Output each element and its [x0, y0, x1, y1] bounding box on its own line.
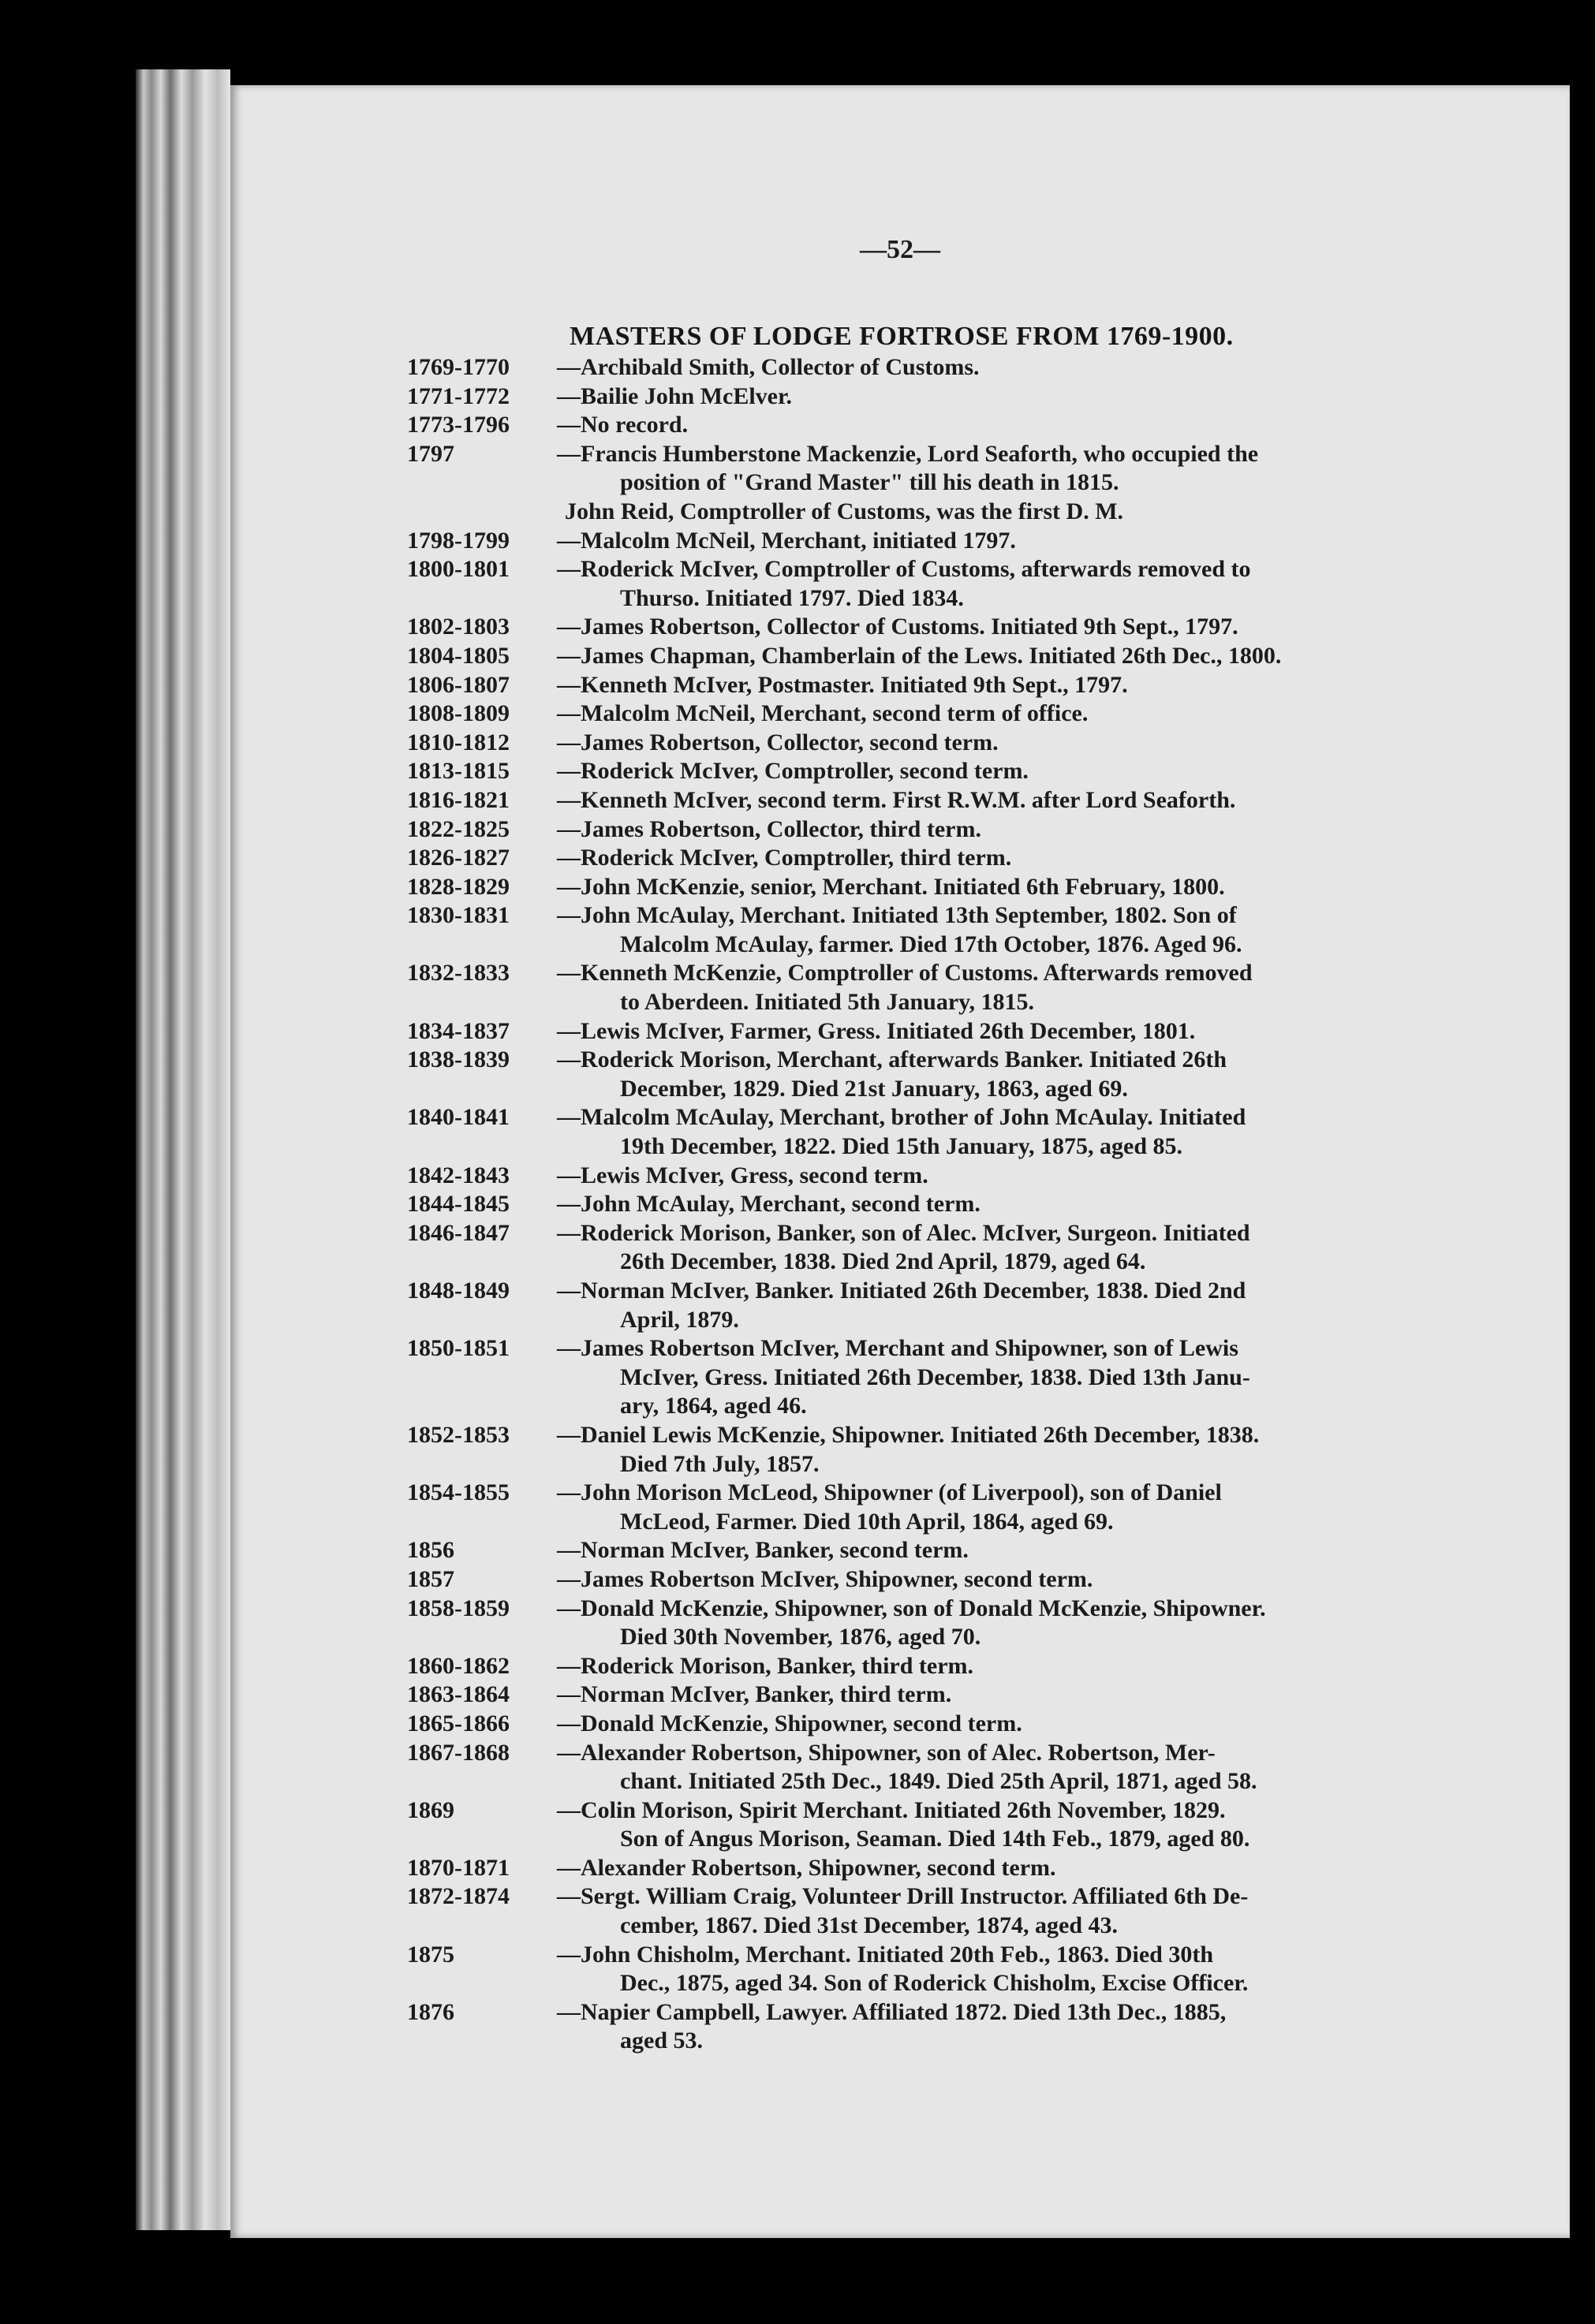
- page-title: MASTERS OF LODGE FORTROSE FROM 1769-1900.: [570, 322, 1234, 351]
- list-item: [407, 440, 1511, 527]
- entry-text: April, 1879.: [620, 1306, 739, 1333]
- entry-text: —Roderick McIver, Comptroller of Customs, afterwards removed to: [557, 556, 1251, 583]
- entry-years: 1813-1815: [407, 758, 510, 785]
- list-item: [407, 1595, 1511, 1652]
- entry-years: 1816-1821: [407, 786, 510, 813]
- entry-continuation-line: [407, 1248, 1511, 1277]
- entry-text: ary, 1864, aged 46.: [620, 1393, 807, 1419]
- entry-first-line: [407, 699, 1511, 729]
- list-item: [407, 411, 1511, 440]
- entry-years: 1858-1859: [407, 1595, 510, 1621]
- entry-first-line: [407, 671, 1511, 700]
- entry-years: 1830-1831: [407, 902, 510, 929]
- list-item: [407, 844, 1511, 873]
- list-item: [407, 1941, 1511, 1998]
- entry-text: —Roderick Morison, Banker, son of Alec. McIver, Surgeon. Initiated: [557, 1219, 1250, 1246]
- entry-text: Died 7th July, 1857.: [620, 1450, 820, 1477]
- list-item: [407, 613, 1511, 642]
- list-item: [407, 671, 1511, 700]
- entry-years: 1872-1874: [407, 1883, 510, 1910]
- list-item: [407, 555, 1511, 613]
- entry-text: December, 1829. Died 21st January, 1863, aged 69.: [620, 1075, 1128, 1102]
- entry-text: —John McAulay, Merchant. Initiated 13th September, 1802. Son of: [557, 902, 1237, 929]
- entry-text: Dec., 1875, aged 34. Son of Roderick Chisholm, Excise Officer.: [620, 1970, 1249, 1997]
- entry-years: 1869: [407, 1796, 454, 1823]
- entry-text: —Kenneth McKenzie, Comptroller of Customs. Afterwards removed: [557, 960, 1253, 987]
- entry-text: Died 30th November, 1876, aged 70.: [620, 1624, 981, 1651]
- list-item: [407, 1998, 1511, 2056]
- entry-first-line: [407, 1652, 1511, 1681]
- entry-continuation-line: [407, 1363, 1511, 1393]
- entry-years: 1842-1843: [407, 1162, 510, 1188]
- entry-text: aged 53.: [620, 2027, 703, 2054]
- entry-continuation-line: [407, 1306, 1511, 1335]
- list-item: [407, 1334, 1511, 1421]
- entry-first-line: [407, 1536, 1511, 1565]
- entry-first-line: [407, 527, 1511, 556]
- entry-years: 1860-1862: [407, 1652, 510, 1679]
- entry-first-line: [407, 1046, 1511, 1075]
- page-number: —52—: [860, 235, 940, 264]
- entry-years: 1808-1809: [407, 700, 510, 727]
- entry-text: —Colin Morison, Spirit Merchant. Initiated 26th November, 1829.: [557, 1796, 1226, 1823]
- entry-text: —Francis Humberstone Mackenzie, Lord Seaforth, who occupied the: [557, 440, 1259, 467]
- entry-years: 1848-1849: [407, 1278, 510, 1304]
- list-item: [407, 353, 1511, 382]
- entry-text: —James Robertson, Collector, third term.: [557, 815, 981, 842]
- entry-continuation-line: [407, 1912, 1511, 1941]
- entry-years: 1854-1855: [407, 1479, 510, 1506]
- entry-years: 1867-1868: [407, 1739, 510, 1766]
- entry-years: 1856: [407, 1537, 454, 1564]
- entry-years: 1876: [407, 1998, 454, 2025]
- entry-years: 1798-1799: [407, 527, 510, 554]
- entry-continuation-line: [407, 1767, 1511, 1796]
- entry-text: —Malcolm McNeil, Merchant, initiated 1797.: [557, 527, 1016, 554]
- entry-text: —Malcolm McNeil, Merchant, second term of office.: [557, 700, 1089, 727]
- entry-years: 1800-1801: [407, 556, 510, 583]
- entry-first-line: [407, 729, 1511, 758]
- entry-first-line: [407, 1796, 1511, 1826]
- entry-first-line: [407, 1277, 1511, 1306]
- entry-continuation-line: [407, 498, 1511, 527]
- entry-text: —James Robertson McIver, Shipowner, second term.: [557, 1565, 1093, 1592]
- entry-years: 1826-1827: [407, 845, 510, 871]
- entry-continuation-line: [407, 931, 1511, 960]
- list-item: [407, 1681, 1511, 1710]
- entry-years: 1840-1841: [407, 1104, 510, 1131]
- entry-first-line: [407, 901, 1511, 931]
- list-item: [407, 1739, 1511, 1796]
- entry-text: —James Robertson, Collector of Customs. Initiated 9th Sept., 1797.: [557, 614, 1238, 640]
- list-item: [407, 959, 1511, 1017]
- entry-years: 1832-1833: [407, 960, 510, 987]
- entry-years: 1857: [407, 1565, 454, 1592]
- list-item: [407, 1796, 1511, 1854]
- entry-text: 19th December, 1822. Died 15th January, 1875, aged 85.: [620, 1133, 1183, 1160]
- entry-first-line: [407, 786, 1511, 815]
- masters-list: [407, 353, 1511, 2056]
- entry-text: chant. Initiated 25th Dec., 1849. Died 25th April, 1871, aged 58.: [620, 1768, 1257, 1795]
- entry-text: —John McKenzie, senior, Merchant. Initiated 6th February, 1800.: [557, 873, 1225, 900]
- entry-first-line: [407, 440, 1511, 469]
- entry-text: —Archibald Smith, Collector of Customs.: [557, 354, 980, 380]
- list-item: [407, 786, 1511, 815]
- entry-first-line: [407, 1565, 1511, 1595]
- entry-first-line: [407, 1739, 1511, 1768]
- entry-years: 1844-1845: [407, 1191, 510, 1218]
- entry-first-line: [407, 642, 1511, 671]
- entry-text: position of "Grand Master" till his death in 1815.: [620, 469, 1119, 496]
- entry-text: Thurso. Initiated 1797. Died 1834.: [620, 584, 964, 611]
- entry-first-line: [407, 1882, 1511, 1912]
- entry-text: Malcolm McAulay, farmer. Died 17th October, 1876. Aged 96.: [620, 931, 1242, 957]
- entry-text: McIver, Gress. Initiated 26th December, 1838. Died 13th Janu-: [620, 1363, 1250, 1390]
- entry-text: —Norman McIver, Banker, third term.: [557, 1681, 952, 1708]
- entry-text: cember, 1867. Died 31st December, 1874, aged 43.: [620, 1912, 1119, 1939]
- entry-years: 1822-1825: [407, 815, 510, 842]
- entry-text: —No record.: [557, 412, 689, 438]
- entry-years: 1828-1829: [407, 873, 510, 900]
- entry-years: 1875: [407, 1941, 454, 1968]
- list-item: [407, 699, 1511, 729]
- list-item: [407, 1277, 1511, 1334]
- entry-first-line: [407, 844, 1511, 873]
- entry-text: —Malcolm McAulay, Merchant, brother of John McAulay. Initiated: [557, 1104, 1246, 1131]
- list-item: [407, 1103, 1511, 1161]
- entry-text: —Norman McIver, Banker. Initiated 26th December, 1838. Died 2nd: [557, 1278, 1246, 1304]
- entry-continuation-line: [407, 2027, 1511, 2056]
- list-item: [407, 873, 1511, 902]
- entry-text: —Daniel Lewis McKenzie, Shipowner. Initiated 26th December, 1838.: [557, 1421, 1260, 1448]
- entry-text: —John McAulay, Merchant, second term.: [557, 1191, 981, 1218]
- entry-years: 1838-1839: [407, 1046, 510, 1073]
- entry-years: 1797: [407, 440, 454, 467]
- entry-years: 1769-1770: [407, 354, 510, 380]
- entry-text: —James Robertson, Collector, second term.: [557, 729, 999, 755]
- entry-text: —Roderick Morison, Merchant, afterwards Banker. Initiated 26th: [557, 1046, 1227, 1073]
- entry-continuation-line: [407, 584, 1511, 614]
- entry-first-line: [407, 1681, 1511, 1710]
- list-item: [407, 1565, 1511, 1595]
- entry-text: —Lewis McIver, Gress, second term.: [557, 1162, 928, 1188]
- entry-text: to Aberdeen. Initiated 5th January, 1815.: [620, 989, 1035, 1016]
- entry-first-line: [407, 1710, 1511, 1739]
- entry-first-line: [407, 959, 1511, 988]
- entry-text: —Kenneth McIver, Postmaster. Initiated 9th Sept., 1797.: [557, 671, 1128, 698]
- list-item: [407, 1421, 1511, 1479]
- entry-first-line: [407, 815, 1511, 845]
- entry-continuation-line: [407, 1508, 1511, 1537]
- entry-years: 1863-1864: [407, 1681, 510, 1708]
- entry-first-line: [407, 1162, 1511, 1191]
- entry-years: 1773-1796: [407, 412, 510, 438]
- entry-text: —Lewis McIver, Farmer, Gress. Initiated 26th December, 1801.: [557, 1017, 1196, 1044]
- entry-years: 1865-1866: [407, 1710, 510, 1736]
- entry-text: —Roderick McIver, Comptroller, second term.: [557, 758, 1029, 785]
- entry-continuation-line: [407, 1825, 1511, 1854]
- list-item: [407, 815, 1511, 845]
- list-item: [407, 527, 1511, 556]
- entry-first-line: [407, 1017, 1511, 1046]
- list-item: [407, 1046, 1511, 1103]
- entry-text: —James Chapman, Chamberlain of the Lews. Initiated 26th Dec., 1800.: [557, 642, 1282, 669]
- entry-continuation-line: [407, 1969, 1511, 1998]
- entry-text: —Donald McKenzie, Shipowner, second term.: [557, 1710, 1022, 1736]
- entry-first-line: [407, 757, 1511, 786]
- entry-years: 1802-1803: [407, 614, 510, 640]
- list-item: [407, 901, 1511, 959]
- entry-first-line: [407, 613, 1511, 642]
- entry-first-line: [407, 1595, 1511, 1624]
- entry-text: —Roderick McIver, Comptroller, third term.: [557, 845, 1012, 871]
- entry-years: 1771-1772: [407, 382, 510, 409]
- entry-years: 1834-1837: [407, 1017, 510, 1044]
- entry-text: 26th December, 1838. Died 2nd April, 1879, aged 64.: [620, 1248, 1146, 1275]
- entry-years: 1806-1807: [407, 671, 510, 698]
- list-item: [407, 1190, 1511, 1219]
- entry-first-line: [407, 873, 1511, 902]
- entry-years: 1850-1851: [407, 1335, 510, 1362]
- entry-text: —Roderick Morison, Banker, third term.: [557, 1652, 974, 1679]
- entry-text: John Reid, Comptroller of Customs, was the first D. M.: [565, 498, 1124, 524]
- entry-text: —Donald McKenzie, Shipowner, son of Donald McKenzie, Shipowner.: [557, 1595, 1266, 1621]
- entry-first-line: [407, 1941, 1511, 1970]
- list-item: [407, 1479, 1511, 1536]
- entry-text: —Sergt. William Craig, Volunteer Drill Instructor. Affiliated 6th De-: [557, 1883, 1249, 1910]
- entry-first-line: [407, 1103, 1511, 1132]
- book-page: [230, 85, 1570, 2238]
- list-item: [407, 1710, 1511, 1739]
- entry-years: 1852-1853: [407, 1421, 510, 1448]
- entry-text: McLeod, Farmer. Died 10th April, 1864, aged 69.: [620, 1508, 1114, 1535]
- entry-first-line: [407, 1998, 1511, 2027]
- entry-text: —John Morison McLeod, Shipowner (of Liverpool), son of Daniel: [557, 1479, 1222, 1506]
- list-item: [407, 382, 1511, 412]
- entry-first-line: [407, 555, 1511, 584]
- list-item: [407, 1882, 1511, 1940]
- entry-text: —Kenneth McIver, second term. First R.W.M. after Lord Seaforth.: [557, 786, 1236, 813]
- entry-first-line: [407, 1479, 1511, 1508]
- entry-years: 1870-1871: [407, 1854, 510, 1881]
- entry-first-line: [407, 1334, 1511, 1363]
- entry-continuation-line: [407, 988, 1511, 1017]
- list-item: [407, 1652, 1511, 1681]
- entry-text: —Alexander Robertson, Shipowner, son of Alec. Robertson, Mer-: [557, 1739, 1216, 1766]
- entry-years: 1810-1812: [407, 729, 510, 755]
- entry-text: Son of Angus Morison, Seaman. Died 14th Feb., 1879, aged 80.: [620, 1826, 1250, 1852]
- entry-continuation-line: [407, 1623, 1511, 1652]
- entry-years: 1804-1805: [407, 642, 510, 669]
- list-item: [407, 1017, 1511, 1046]
- list-item: [407, 1162, 1511, 1191]
- entry-continuation-line: [407, 1392, 1511, 1421]
- entry-text: —James Robertson McIver, Merchant and Shipowner, son of Lewis: [557, 1335, 1238, 1362]
- list-item: [407, 1854, 1511, 1883]
- entry-continuation-line: [407, 1132, 1511, 1162]
- entry-text: —John Chisholm, Merchant. Initiated 20th Feb., 1863. Died 30th: [557, 1941, 1214, 1968]
- entry-text: —Napier Campbell, Lawyer. Affiliated 1872. Died 13th Dec., 1885,: [557, 1998, 1227, 2025]
- entry-text: —Alexander Robertson, Shipowner, second term.: [557, 1854, 1056, 1881]
- list-item: [407, 757, 1511, 786]
- entry-continuation-line: [407, 1450, 1511, 1479]
- entry-first-line: [407, 1190, 1511, 1219]
- entry-text: —Bailie John McElver.: [557, 382, 793, 409]
- entry-first-line: [407, 411, 1511, 440]
- entry-first-line: [407, 1421, 1511, 1450]
- list-item: [407, 1536, 1511, 1565]
- entry-continuation-line: [407, 1075, 1511, 1104]
- entry-first-line: [407, 382, 1511, 412]
- entry-text: —Norman McIver, Banker, second term.: [557, 1537, 969, 1564]
- entry-first-line: [407, 353, 1511, 382]
- list-item: [407, 729, 1511, 758]
- list-item: [407, 642, 1511, 671]
- entry-continuation-line: [407, 468, 1511, 498]
- entry-years: 1846-1847: [407, 1219, 510, 1246]
- book-page-edges: [136, 69, 230, 2230]
- entry-first-line: [407, 1854, 1511, 1883]
- list-item: [407, 1219, 1511, 1277]
- entry-first-line: [407, 1219, 1511, 1248]
